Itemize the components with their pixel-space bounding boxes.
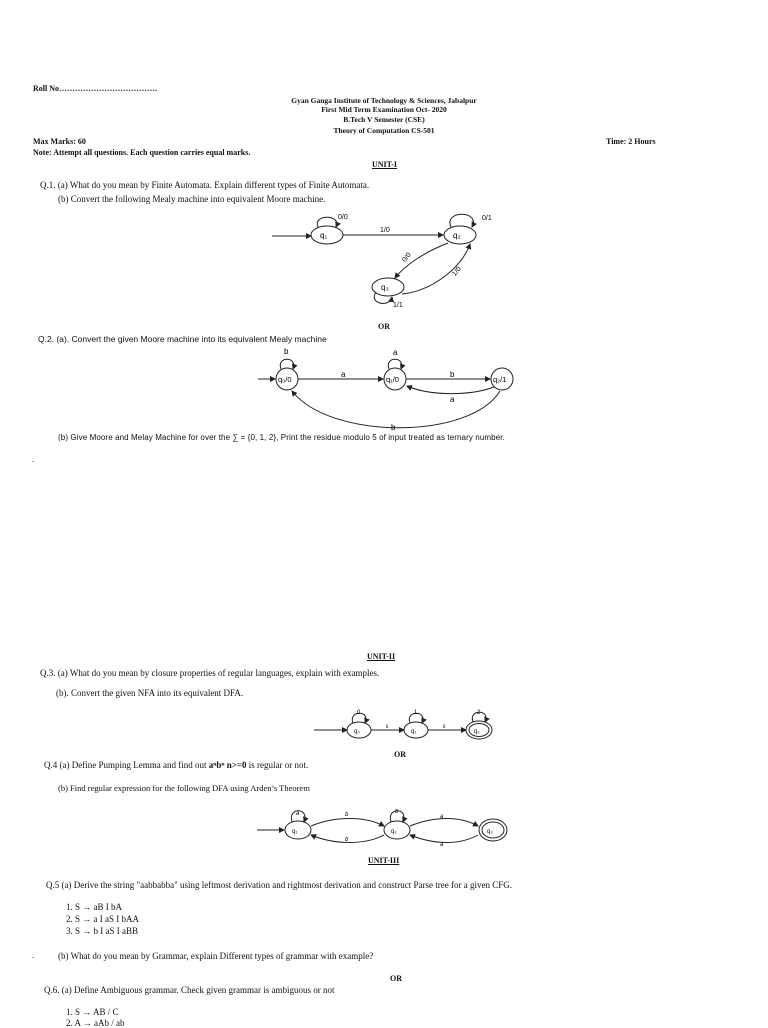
question-6a: Q.6. (a) Define Ambiguous grammar. Check given grammar is ambiguous or not	[44, 985, 335, 995]
moore-state-q2-label: q₂/1	[493, 375, 507, 384]
question-5b: (b) What do you mean by Grammar, explain Different types of grammar with example?	[58, 951, 374, 961]
mealy-edge-q3-loop: 1/1	[393, 302, 403, 309]
course-name: B.Tech V Semester (CSE)	[343, 115, 425, 124]
mealy-state-q2-label: q₂	[453, 231, 461, 240]
institute-name: Gyan Ganga Institute of Technology & Sciences, Jabalpur	[291, 96, 477, 105]
dfa-edge-q2-q1: b	[345, 837, 349, 843]
stray-dot-2: .	[32, 951, 34, 960]
stray-dot-1: .	[32, 455, 34, 464]
mealy-edge-q3-q2: 1/0	[451, 265, 463, 278]
unit-2-title: UNIT-II	[367, 652, 396, 661]
question-4a-prefix: Q.4 (a) Define Pumping Lemma and find out	[44, 760, 209, 770]
question-4b: (b) Find regular expression for the following DFA using Arden’s Theorem	[58, 783, 310, 793]
moore-edge-q2-q1: a	[450, 395, 455, 404]
moore-edge-q0-q1: a	[341, 370, 346, 379]
or-1: OR	[378, 322, 390, 331]
grammar-rule-3: 3. S → b I aS I aBB	[66, 926, 138, 936]
mealy-edge-q2-q3: 0/0	[401, 251, 413, 264]
mealy-edge-q2-loop: 0/1	[482, 215, 492, 222]
moore-edge-q1-q2: b	[450, 370, 455, 379]
unit-1-title: UNIT-I	[372, 160, 398, 169]
subject-name: Theory of Computation CS-501	[333, 126, 435, 135]
question-2b: (b) Give Moore and Melay Machine for over the ∑ = {0, 1, 2}, Print the residue modulo 5 of input treated as ternary number.	[58, 433, 505, 442]
grammar2-rule-1: 1. S → AB / C	[66, 1007, 119, 1017]
question-1a: Q.1. (a) What do you mean by Finite Automata. Explain different types of Finite Automata.	[40, 180, 370, 190]
exam-note: Note: Attempt all questions. Each question carries equal marks.	[33, 148, 251, 157]
mealy-edge-q1-q2: 1/0	[380, 227, 390, 234]
question-4a-suffix: is regular or not.	[246, 760, 309, 770]
nfa-edge-q0-q1: ε	[386, 724, 389, 730]
question-1b: (b) Convert the following Mealy machine into equivalent Moore machine.	[58, 194, 326, 204]
nfa-loop-q1: 1	[414, 710, 418, 716]
mealy-edge-q1-loop: 0/0	[338, 214, 348, 221]
dfa-loop-q1: a	[296, 811, 300, 817]
dfa-edge-q3-q2: a	[440, 842, 444, 848]
dfa-state-q2	[384, 821, 410, 839]
dfa-state-q1-label: q₁	[292, 829, 298, 835]
question-4a-expression: aⁿbⁿ n>=0	[208, 760, 247, 770]
dfa-edge-q1-q2: b	[345, 812, 349, 818]
dfa-loop-q2: b	[395, 809, 399, 815]
nfa-edge-q1-q2: ε	[443, 724, 446, 730]
nfa-loop-q0: 0	[357, 710, 361, 716]
question-5a: Q.5 (a) Derive the string "aabbabba" using leftmost derivation and rightmost derivation and construct Parse tree for a given CFG.	[46, 880, 512, 890]
nfa-state-q0-label: q₀	[354, 729, 360, 735]
time-allowed: Time: 2 Hours	[606, 137, 656, 146]
moore-edge-q1-loop: a	[393, 348, 398, 357]
or-3: OR	[390, 974, 402, 983]
moore-state-q0-label: q₀/0	[278, 375, 292, 384]
or-2: OR	[394, 750, 406, 759]
question-3b: (b). Convert the given NFA into its equivalent DFA.	[56, 688, 244, 698]
grammar-rule-2: 2. S → a I aS I bAA	[66, 914, 139, 924]
moore-state-q1-label: q₁/0	[386, 375, 399, 384]
moore-edge-q2-q0: b	[391, 423, 396, 432]
dfa-state-q2-label: q₂	[391, 829, 397, 835]
nfa-state-q1-label: q₁	[411, 729, 417, 735]
mealy-state-q3-label: q₃	[381, 283, 389, 292]
nfa-loop-q2: 2	[477, 710, 481, 716]
question-3a: Q.3. (a) What do you mean by closure properties of regular languages, explain with examples.	[40, 668, 380, 678]
mealy-state-q1-label: q₁	[320, 231, 328, 240]
moore-edge-q0-loop: b	[284, 347, 289, 356]
dfa-state-q3-label: q₃	[487, 829, 493, 835]
dfa-state-q1	[285, 821, 311, 839]
unit-3-title: UNIT-III	[368, 856, 400, 865]
dfa-edge-q2-q3: a	[440, 814, 444, 820]
grammar2-rule-2: 2. A → aAb / ab	[66, 1018, 125, 1028]
grammar-rule-1: 1. S → aB I bA	[66, 902, 122, 912]
exam-title: First Mid Term Examination Oct- 2020	[321, 105, 447, 114]
question-2a: Q.2. (a). Convert the given Moore machine into its equivalent Mealy machine	[38, 334, 327, 344]
max-marks: Max Marks: 60	[33, 137, 86, 146]
nfa-state-q2-label: q₂	[474, 729, 480, 735]
roll-no: Roll No……………………………….	[33, 84, 157, 93]
